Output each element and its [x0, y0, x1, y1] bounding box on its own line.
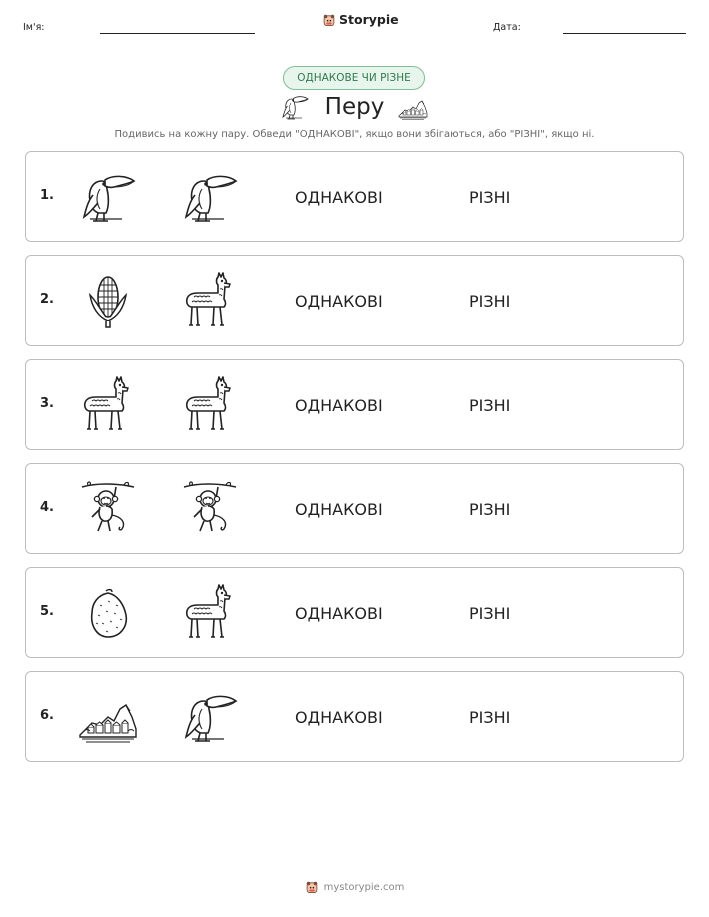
pair-row-6 — [25, 671, 684, 762]
option-different[interactable]: РІЗНІ — [469, 292, 511, 311]
category-badge: ОДНАКОВЕ ЧИ РІЗНЕ — [283, 66, 425, 90]
row-number: 4. — [40, 500, 54, 515]
pair-row-1 — [25, 151, 684, 242]
name-field-line — [100, 33, 255, 34]
corn-icon — [78, 271, 138, 331]
llama-icon — [180, 375, 240, 435]
footer-url[interactable]: mystorypie.com — [323, 881, 405, 893]
row-number: 6. — [40, 708, 54, 723]
option-different[interactable]: РІЗНІ — [469, 604, 511, 623]
instructions: Подивись на кожну пару. Обведи "ОДНАКОВІ", якщо вони збігаються, або "РІЗНІ", якщо ні. — [114, 129, 595, 140]
date-label: Дата: — [493, 22, 521, 33]
brand-name: Storypie — [339, 12, 399, 27]
footer — [0, 880, 709, 894]
pair-row-2 — [25, 255, 684, 346]
worksheet-header — [0, 12, 709, 40]
option-same[interactable]: ОДНАКОВІ — [295, 396, 383, 415]
llama-icon — [180, 583, 240, 643]
option-different[interactable]: РІЗНІ — [469, 708, 511, 727]
toucan-icon — [180, 687, 240, 747]
option-same[interactable]: ОДНАКОВІ — [295, 500, 383, 519]
pair-row-5 — [25, 567, 684, 658]
option-different[interactable]: РІЗНІ — [469, 396, 511, 415]
machu-picchu-icon — [78, 687, 138, 747]
machu-picchu-decoration-icon — [397, 92, 429, 122]
lucuma-fruit-icon — [78, 583, 138, 643]
option-different[interactable]: РІЗНІ — [469, 188, 511, 207]
option-same[interactable]: ОДНАКОВІ — [295, 708, 383, 727]
option-same[interactable]: ОДНАКОВІ — [295, 604, 383, 623]
toucan-icon — [180, 167, 240, 227]
llama-icon — [180, 271, 240, 331]
page-title: Перу — [324, 94, 385, 120]
option-same[interactable]: ОДНАКОВІ — [295, 292, 383, 311]
monkey-icon — [180, 479, 240, 539]
toucan-icon — [78, 167, 138, 227]
pair-row-4 — [25, 463, 684, 554]
storypie-logo-icon — [305, 880, 319, 894]
title-row — [0, 92, 709, 126]
monkey-icon — [78, 479, 138, 539]
name-label: Ім'я: — [23, 22, 45, 33]
storypie-logo-icon — [322, 13, 336, 27]
row-number: 2. — [40, 292, 54, 307]
date-field-line — [563, 33, 686, 34]
pair-row-3 — [25, 359, 684, 450]
llama-icon — [78, 375, 138, 435]
option-different[interactable]: РІЗНІ — [469, 500, 511, 519]
row-number: 1. — [40, 188, 54, 203]
brand — [322, 12, 399, 27]
row-number: 5. — [40, 604, 54, 619]
option-same[interactable]: ОДНАКОВІ — [295, 188, 383, 207]
row-number: 3. — [40, 396, 54, 411]
